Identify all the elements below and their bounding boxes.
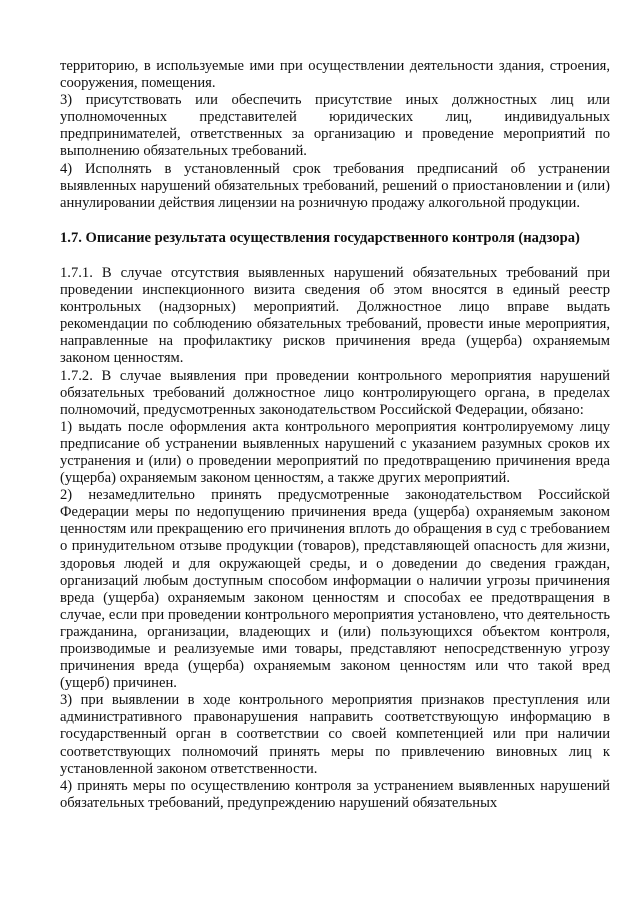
paragraph-duty-1: 1) выдать после оформления акта контрольного мероприятия контролируемому лицу предписание об устранении выявленных нарушений с указанием разумных сроков их устранения и (или) о проведении мероприятий по предотвращению причинения вреда (ущерба) охраняемым законом ценностям, а также других мероприятий. <box>60 418 610 487</box>
paragraph-duty-3: 3) при выявлении в ходе контрольного мероприятия признаков преступления или административного правонарушения направить соответствующую информацию в государственный орган в соответствии со своей компетенцией или при наличии соответствующих полномочий принять меры по привлечению виновных лиц к установленной законом ответственности. <box>60 692 610 777</box>
paragraph-duty-2: 2) незамедлительно принять предусмотренные законодательством Российской Федерации меры по недопущению причинения вреда (ущерба) охраняемым законом ценностям или прекращению его причинения вплоть до обращения в суд с требованием о принудительном отзыве продукции (товаров), представляющей опасность для жизни, здоровья людей и для окружающей среды, и о доведении до сведения граждан, организаций любым доступным способом информации о наличии угрозы причинения вреда (ущерба) охраняемым законом ценностям и способах ее предотвращения в случае, если при проведении контрольного мероприятия установлено, что деятельность гражданина, организации, владеющих и (или) пользующихся объектом контроля, производимые и реализуемые ими товары, представляют непосредственную угрозу причинения вреда (ущерба) охраняемым законом ценностям или что такой вред (ущерб) причинен. <box>60 487 610 692</box>
spacer <box>60 212 610 230</box>
paragraph-item-3-presence: 3) присутствовать или обеспечить присутствие иных должностных лиц или уполномоченных представителей юридических лиц, индивидуальных предпринимателей, ответственных за организацию и проведение мероприятий по выполнению обязательных требований. <box>60 92 610 160</box>
paragraph-premises-access: территорию, в используемые ими при осуществлении деятельности здания, строения, сооружения, помещения. <box>60 58 610 92</box>
document-body <box>60 58 610 812</box>
spacer <box>60 247 610 265</box>
paragraph-1-7-1: 1.7.1. В случае отсутствия выявленных нарушений обязательных требований при проведении инспекционного визита сведения об этом вносятся в единый реестр контрольных (надзорных) мероприятий. Должностное лицо вправе выдать рекомендации по соблюдению обязательных требований, провести иные мероприятия, направленные на профилактику рисков причинения вреда (ущерба) охраняемым законом ценностям. <box>60 264 610 367</box>
section-heading: 1.7. Описание результата осуществления государственного контроля (надзора) <box>60 229 580 246</box>
paragraph-1-7-2: 1.7.2. В случае выявления при проведении контрольного мероприятия нарушений обязательных требований должностное лицо контролирующего органа, в пределах полномочий, предусмотренных законодательством Российской Федерации, обязано: <box>60 367 610 418</box>
paragraph-duty-4: 4) принять меры по осуществлению контроля за устранением выявленных нарушений обязательных требований, предупреждению нарушений обязательных <box>60 777 610 811</box>
paragraph-item-4-orders: 4) Исполнять в установленный срок требования предписаний об устранении выявленных нарушений обязательных требований, решений о приостановлении и (или) аннулировании действия лицензии на розничную продажу алкогольной продукции. <box>60 160 610 211</box>
